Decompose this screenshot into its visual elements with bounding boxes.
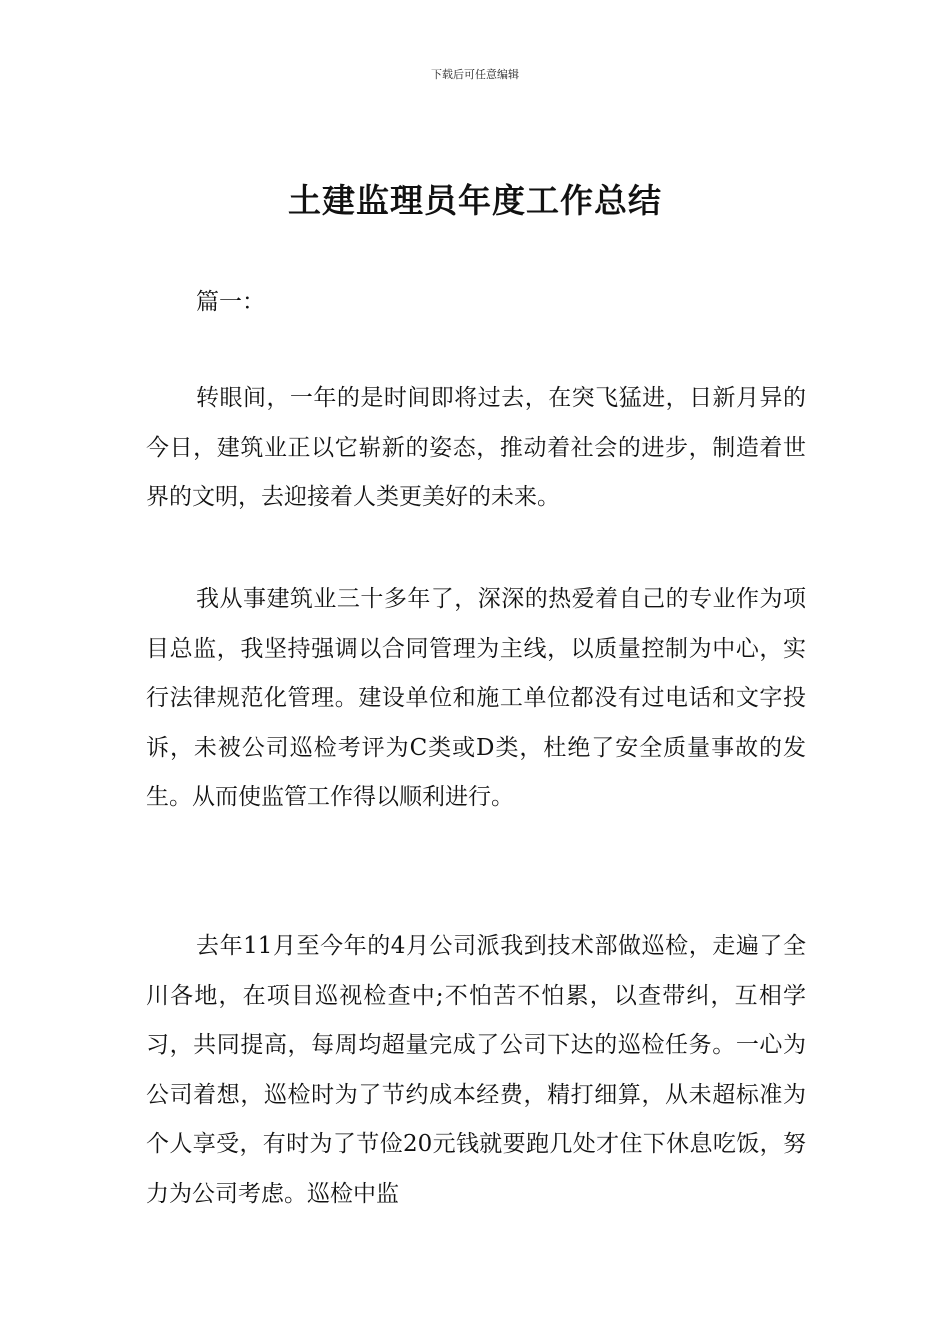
paragraph: 去年11月至今年的4月公司派我到技术部做巡检，走遍了全川各地，在项目巡视检查中;不怕苦不怕累，以查带纠，互相学习，共同提高，每周均超量完成了公司下达的巡检任务。一心为公司着想，巡检时为了节约成本经费，精打细算，从未超标准为个人享受，有时为了节俭20元钱就要跑几处才住下休息吃饭，努力为公司考虑。巡检中监 bbox=[146, 933, 806, 1207]
section-label: 篇一： bbox=[196, 289, 265, 315]
paragraph: 我从事建筑业三十多年了，深深的热爱着自己的专业作为项目总监，我坚持强调以合同管理为主线，以质量控制为中心，实行法律规范化管理。建设单位和施工单位都没有过电话和文字投诉，未被公司巡检考评为C类或D类，杜绝了安全质量事故的发生。从而使监管工作得以顺利进行。 bbox=[146, 586, 806, 810]
paragraph: 转眼间，一年的是时间即将过去，在突飞猛进，日新月异的今日，建筑业正以它崭新的姿态，推动着社会的进步，制造着世界的文明，去迎接着人类更美好的未来。 bbox=[146, 385, 806, 510]
header-note: 下载后可任意编辑 bbox=[431, 68, 519, 81]
document-title: 土建监理员年度工作总结 bbox=[288, 181, 662, 220]
